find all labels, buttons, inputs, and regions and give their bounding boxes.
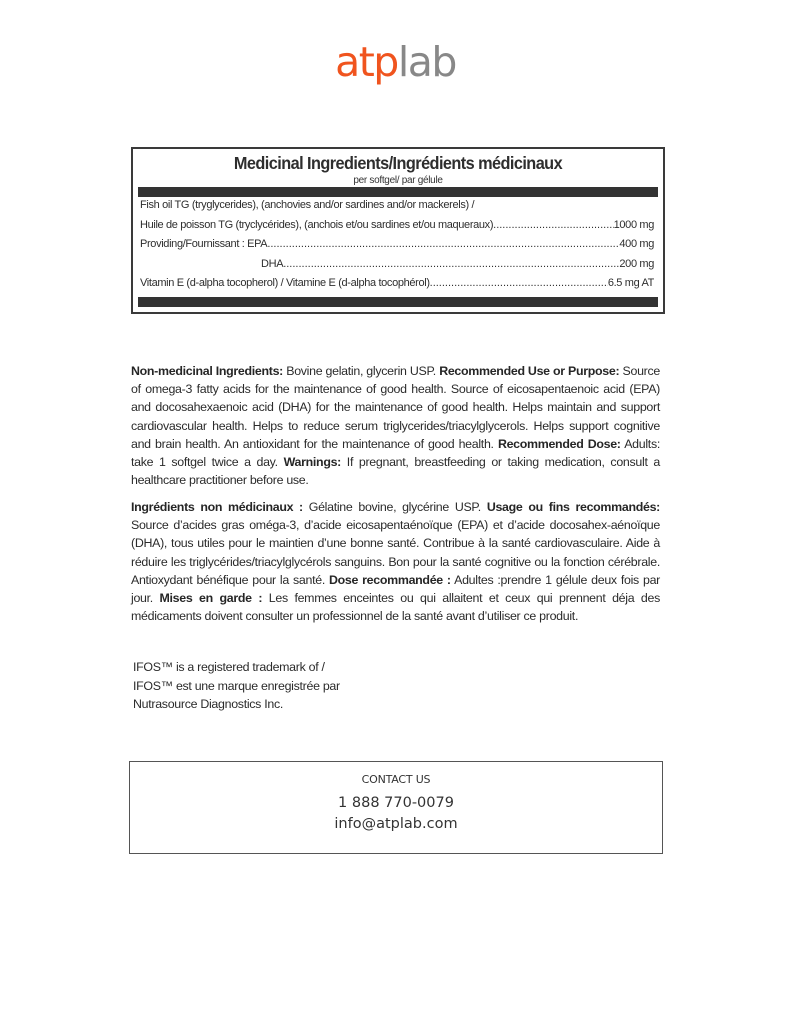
ingredient-amount: 1000 mg bbox=[613, 218, 654, 231]
dot-leader bbox=[267, 238, 619, 250]
dose-heading: Recommended Dose: bbox=[497, 436, 621, 451]
ingredient-label: DHA bbox=[261, 257, 284, 270]
medicinal-title: Medicinal Ingredients/Ingrédients médicinaux bbox=[233, 153, 563, 173]
nmi-text: Bovine gelatin, glycerin USP. bbox=[283, 364, 440, 378]
nmi-text-fr: Gélatine bovine, glycérine USP. bbox=[302, 500, 487, 514]
medicinal-subtitle: per softgel/ par gélule bbox=[353, 175, 443, 186]
ingredient-label: Vitamin E (d-alpha tocopherol) / Vitamine E (d-alpha tocophérol) bbox=[140, 277, 430, 289]
ingredient-amount: 6.5 mg AT bbox=[607, 277, 654, 289]
dose-text: Adults: take 1 softgel twice a day. bbox=[131, 436, 660, 470]
ingredient-row bbox=[140, 199, 654, 219]
ingredient-row bbox=[140, 258, 654, 278]
divider-bar-top bbox=[138, 187, 658, 197]
use-text-fr: Source d’acides gras oméga-3, d’acide eicosapentaénoïque (EPA) et d’acide docosahex-aénoïque (DHA), tous utiles pour le maintien d’une bonne santé. Contribue à la santé cardiovasculaire. Aide à réduire les triglycérides/triacylglycérols sanguins. Bon pour la santé cognitive ou la fonction cérébrale. Antioxydant bénéfique pour la santé. bbox=[131, 518, 660, 587]
ingredient-label: Huile de poisson TG (tryclycérides), (anchois et/ou sardines et/ou maqueraux) bbox=[140, 218, 494, 231]
warnings-text-fr: Les femmes enceintes ou qui allaitent et ceux qui prennent déja des médicaments doivent consulter un professionnel de la santé avant d’utiliser ce produit. bbox=[131, 591, 660, 624]
contact-box bbox=[129, 761, 663, 854]
ingredient-label: Providing/Fournissant : EPA bbox=[140, 238, 268, 250]
english-label-text bbox=[131, 362, 660, 489]
medicinal-ingredients-box bbox=[131, 147, 665, 314]
dot-leader bbox=[430, 277, 608, 289]
warnings-heading: Warnings: bbox=[283, 455, 342, 470]
warnings-text: If pregnant, breastfeeding or taking medication, consult a healthcare practitioner before use. bbox=[131, 455, 660, 488]
use-text: Source of omega-3 fatty acids for the maintenance of good health. Source of eicosapentaenoic acid (EPA) and docosahexaenoic acid (DHA) for the maintenance of good health. Helps maintain and support cardiovascular health. Helps to reduce serum triglycerides/triacylglycerols. Helps support cognitive and brain health. An antioxidant for the maintenance of good health. bbox=[131, 364, 660, 451]
dot-leader bbox=[493, 219, 614, 231]
french-label-text bbox=[131, 498, 660, 625]
trademark-line: IFOS™ is a registered trademark of / bbox=[133, 660, 325, 674]
dose-text-fr: Adultes :prendre 1 gélule deux fois par jour. bbox=[131, 572, 660, 606]
trademark-notice bbox=[133, 658, 340, 714]
warnings-heading-fr: Mises en garde : bbox=[159, 591, 263, 606]
use-heading-fr: Usage ou fins recommandés: bbox=[486, 500, 661, 514]
ingredient-label: Fish oil TG (tryglycerides), (anchovies and/or sardines and/or mackerels) / bbox=[140, 199, 475, 211]
dot-leader bbox=[283, 258, 619, 270]
ingredient-row bbox=[140, 238, 654, 258]
contact-phone[interactable]: 1 888 770-0079 bbox=[338, 795, 454, 811]
divider-bar-bottom bbox=[138, 297, 658, 307]
logo-lab: lab bbox=[397, 38, 456, 86]
ingredient-amount: 400 mg bbox=[619, 238, 654, 250]
contact-email[interactable]: info@atplab.com bbox=[334, 816, 458, 832]
ingredient-rows bbox=[140, 199, 654, 297]
nmi-heading: Non-medicinal Ingredients: bbox=[131, 364, 283, 378]
trademark-line: IFOS™ est une marque enregistrée par bbox=[133, 678, 340, 693]
brand-logo bbox=[0, 38, 791, 86]
nmi-heading-fr: Ingrédients non médicinaux : bbox=[131, 500, 303, 514]
ingredient-amount: 200 mg bbox=[619, 257, 654, 270]
contact-title: CONTACT US bbox=[361, 773, 431, 786]
ingredient-row bbox=[140, 277, 654, 297]
logo-atp: atp bbox=[335, 38, 398, 86]
dose-heading-fr: Dose recommandée : bbox=[329, 572, 451, 587]
ingredient-row bbox=[140, 219, 654, 239]
use-heading: Recommended Use or Purpose: bbox=[439, 364, 620, 378]
trademark-line: Nutrasource Diagnostics Inc. bbox=[133, 697, 283, 711]
